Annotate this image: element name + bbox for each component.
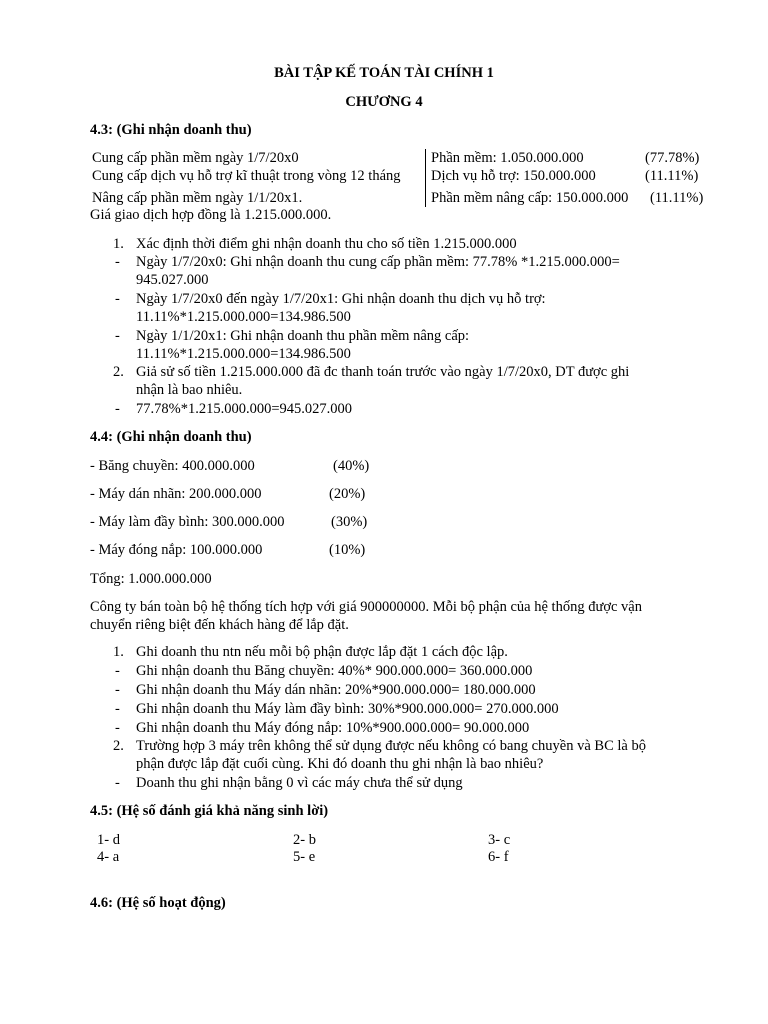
price-item: Dịch vụ hỗ trợ: 150.000.000 [431, 168, 596, 184]
question-text: Xác định thời điểm ghi nhận doanh thu cho số tiền 1.215.000.000 [136, 236, 517, 252]
answer-key: 6- f [488, 849, 509, 865]
document-title: BÀI TẬP KẾ TOÁN TÀI CHÍNH 1 [274, 65, 494, 81]
section-4-5-heading: 4.5: (Hệ số đánh giá khả năng sinh lời) [90, 803, 329, 819]
question-text: phận được lắp đặt cuối cùng. Khi đó doanh thu ghi nhận là bao nhiêu? [136, 756, 544, 772]
answer-text: 945.027.000 [136, 272, 209, 288]
component-percent: (40%) [333, 458, 370, 474]
price-percent: (11.11%) [650, 190, 704, 206]
bullet: - [115, 328, 120, 344]
answer-key: 3- c [488, 832, 511, 848]
bullet: - [115, 775, 120, 791]
bullet: - [115, 663, 120, 679]
bullet: - [115, 720, 120, 736]
price-percent: (11.11%) [645, 168, 699, 184]
contract-item: Cung cấp phần mềm ngày 1/7/20x0 [92, 150, 299, 166]
paragraph: chuyển riêng biệt đến khách hàng để lắp đặt. [90, 617, 349, 633]
section-4-3-heading: 4.3: (Ghi nhận doanh thu) [90, 122, 252, 138]
answer-text: Ngày 1/7/20x0 đến ngày 1/7/20x1: Ghi nhận doanh thu dịch vụ hỗ trợ: [136, 291, 546, 307]
answer-text: Ghi nhận doanh thu Băng chuyền: 40%* 900.000.000= 360.000.000 [136, 663, 533, 679]
answer-key: 1- d [97, 832, 120, 848]
contract-price: Giá giao dịch hợp đồng là 1.215.000.000. [90, 207, 332, 223]
question-text: nhận là bao nhiêu. [136, 382, 243, 398]
answer-text: Ghi nhận doanh thu Máy đóng nắp: 10%*900.000.000= 90.000.000 [136, 720, 530, 736]
component-item: - Máy đóng nắp: 100.000.000 [90, 542, 263, 558]
section-4-6-heading: 4.6: (Hệ số hoạt động) [90, 895, 226, 911]
list-number: 1. [113, 236, 124, 252]
paragraph: Công ty bán toàn bộ hệ thống tích hợp với giá 900000000. Mỗi bộ phận của hệ thống được vận [90, 599, 642, 615]
price-item: Phần mềm nâng cấp: 150.000.000 [431, 190, 629, 206]
bullet: - [115, 401, 120, 417]
question-text: Ghi doanh thu ntn nếu mỗi bộ phận được lắp đặt 1 cách độc lập. [136, 644, 508, 660]
question-text: Trường hợp 3 máy trên không thể sử dụng được nếu không có bang chuyền và BC là bộ [136, 738, 646, 754]
answer-text: Ngày 1/7/20x0: Ghi nhận doanh thu cung cấp phần mềm: 77.78% *1.215.000.000= [136, 254, 620, 270]
bullet: - [115, 291, 120, 307]
answer-text: Ghi nhận doanh thu Máy dán nhãn: 20%*900.000.000= 180.000.000 [136, 682, 536, 698]
component-item: - Máy dán nhãn: 200.000.000 [90, 486, 262, 502]
table-divider [425, 149, 426, 207]
answer-text: Ghi nhận doanh thu Máy làm đầy bình: 30%*900.000.000= 270.000.000 [136, 701, 559, 717]
component-item: - Băng chuyền: 400.000.000 [90, 458, 255, 474]
component-percent: (10%) [329, 542, 366, 558]
list-number: 2. [113, 738, 124, 754]
answer-text: 77.78%*1.215.000.000=945.027.000 [136, 401, 353, 417]
bullet: - [115, 701, 120, 717]
component-item: - Máy làm đầy bình: 300.000.000 [90, 514, 285, 530]
total: Tổng: 1.000.000.000 [90, 571, 212, 587]
question-text: Giả sử số tiền 1.215.000.000 đã đc thanh toán trước vào ngày 1/7/20x0, DT được ghi [136, 364, 630, 380]
component-percent: (20%) [329, 486, 366, 502]
answer-key: 4- a [97, 849, 120, 865]
contract-item: Nâng cấp phần mềm ngày 1/1/20x1. [92, 190, 303, 206]
list-number: 1. [113, 644, 124, 660]
answer-text: 11.11%*1.215.000.000=134.986.500 [136, 309, 351, 325]
answer-key: 2- b [293, 832, 316, 848]
contract-item: Cung cấp dịch vụ hỗ trợ kĩ thuật trong vòng 12 tháng [92, 168, 401, 184]
section-4-4-heading: 4.4: (Ghi nhận doanh thu) [90, 429, 252, 445]
list-number: 2. [113, 364, 124, 380]
price-percent: (77.78%) [645, 150, 700, 166]
answer-text: 11.11%*1.215.000.000=134.986.500 [136, 346, 351, 362]
answer-text: Ngày 1/1/20x1: Ghi nhận doanh thu phần mềm nâng cấp: [136, 328, 470, 344]
bullet: - [115, 682, 120, 698]
answer-key: 5- e [293, 849, 316, 865]
bullet: - [115, 254, 120, 270]
component-percent: (30%) [331, 514, 368, 530]
price-item: Phần mềm: 1.050.000.000 [431, 150, 584, 166]
answer-text: Doanh thu ghi nhận bằng 0 vì các máy chưa thể sử dụng [136, 775, 463, 791]
chapter-heading: CHƯƠNG 4 [345, 94, 423, 110]
